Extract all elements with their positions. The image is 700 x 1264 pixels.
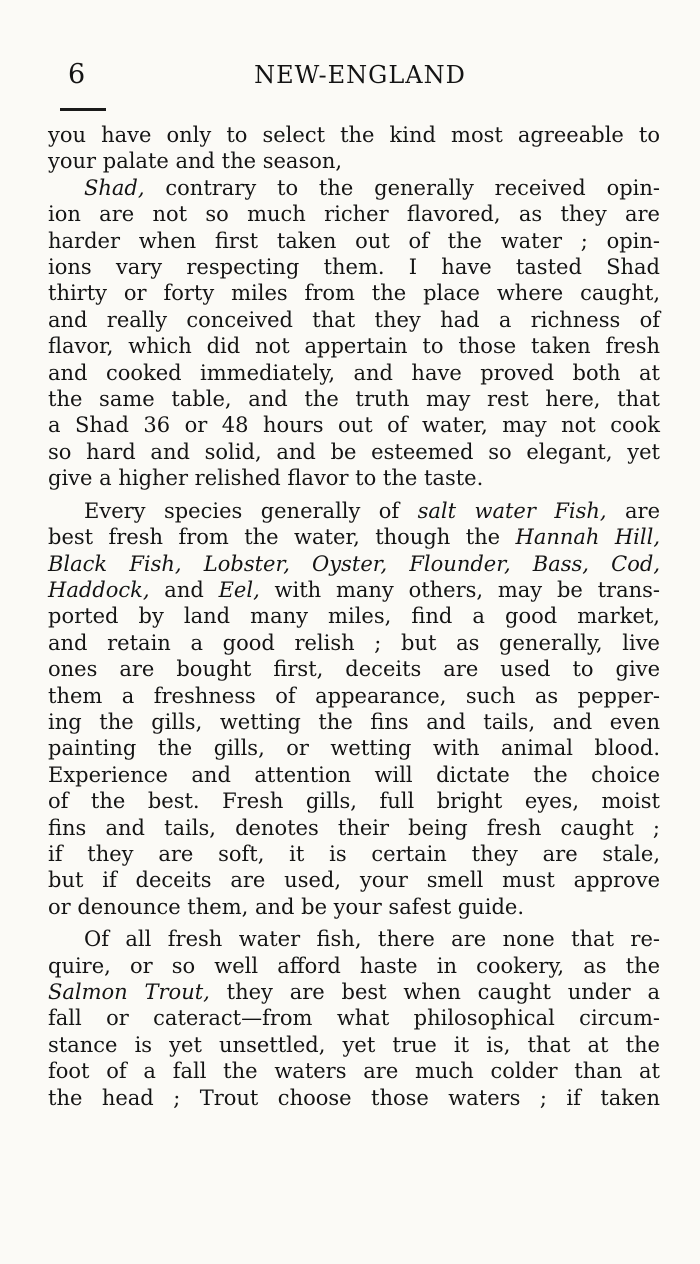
italic-term: Hannah Hill, [515,525,660,550]
text-line [48,439,660,465]
text-segment: flavor, which did not appertain to those taken fresh [48,334,660,359]
text-line [48,683,660,709]
text-segment: if they are soft, it is certain they are stale, [48,841,660,866]
text-segment: are [606,498,660,523]
text-line [48,656,660,682]
text-segment: with many others, may be trans- [259,577,660,602]
text-segment: thirty or forty miles from the place where caught, [48,281,660,306]
text-line [48,228,660,254]
text-segment: Of all fresh water fish, there are none that re- [84,927,660,952]
text-segment: a Shad 36 or 48 hours out of water, may not cook [48,413,660,438]
text-segment: so hard and solid, and be esteemed so elegant, yet [48,439,660,464]
page-number: 6 [68,59,86,90]
text-segment: contrary to the generally received opin- [144,175,660,200]
text-line [48,1058,660,1084]
text-segment: you have only to select the kind most agreeable to [48,123,660,147]
text-segment: ing the gills, wetting the fins and tails, and even [48,709,660,734]
text-segment: painting the gills, or wetting with animal blood. [48,736,660,761]
text-segment: of the best. Fresh gills, full bright eyes, moist [48,789,660,814]
italic-term: Eel, [218,577,260,602]
text-segment: Experience and attention will dictate the choice [48,762,660,787]
text-line [48,498,660,524]
italic-term: Haddock, [48,577,150,602]
text-segment: ions vary respecting them. I have tasted Shad [48,255,660,280]
page-header [60,55,660,95]
text-line [48,1032,660,1058]
text-segment: them a freshness of appearance, such as pepper- [48,683,660,708]
italic-term: salt water Fish, [417,498,607,523]
text-line [48,201,660,227]
text-line [48,894,660,920]
text-line [48,815,660,841]
body-text [48,122,660,1111]
text-line [48,524,660,550]
text-line [48,1085,660,1111]
text-line [48,630,660,656]
header-rule [60,108,106,111]
text-line [48,841,660,867]
text-line [48,551,660,577]
text-segment: and really conceived that they had a richness of [48,307,660,332]
text-line [48,953,660,979]
text-line [48,412,660,438]
text-line [48,979,660,1005]
text-line [48,762,660,788]
text-segment: the head ; Trout choose those waters ; if taken [48,1085,660,1110]
text-line [48,735,660,761]
text-segment: the same table, and the truth may rest here, that [48,387,660,412]
italic-term: Black Fish, Lobster, Oyster, Flounder, Bass, Cod, [48,551,660,576]
text-segment: ones are bought first, deceits are used to give [48,657,660,682]
text-segment: ported by land many miles, find a good market, [48,604,660,629]
text-segment: fall or cateract—from what philosophical circum- [48,1006,660,1031]
text-segment: fins and tails, denotes their being fresh caught ; [48,815,660,840]
text-segment: or denounce them, and be your safest guide. [48,894,525,919]
text-segment: quire, or so well afford haste in cookery, as the [48,953,660,978]
text-line [48,280,660,306]
text-segment: your palate and the season, [48,149,343,174]
text-line [48,333,660,359]
text-line [48,307,660,333]
text-line [48,360,660,386]
italic-term: Salmon Trout, [48,980,210,1004]
text-line [48,1005,660,1031]
running-head: NEW-ENGLAND [254,61,466,89]
text-line [48,254,660,280]
text-segment: they are best when caught under a [209,980,660,1004]
text-line [48,386,660,412]
text-segment: ion are not so much richer flavored, as they are [48,202,660,227]
text-line [48,465,660,491]
text-segment: foot of a fall the waters are much colder than at [48,1059,660,1084]
text-line [48,148,660,174]
text-segment: and [149,577,219,602]
text-line [48,709,660,735]
text-line [48,603,660,629]
italic-term: Shad, [84,175,145,200]
text-segment: stance is yet unsettled, yet true it is, that at the [48,1032,660,1057]
text-segment: best fresh from the water, though the [48,525,516,550]
text-line [48,122,660,148]
text-segment: give a higher relished flavor to the taste. [48,466,484,491]
text-line [48,788,660,814]
text-line [48,577,660,603]
text-line [48,926,660,952]
text-segment: harder when first taken out of the water ; opin- [48,228,660,253]
text-segment: but if deceits are used, your smell must approve [48,868,660,893]
text-segment: and cooked immediately, and have proved both at [48,360,660,385]
text-segment: Every species generally of [84,498,418,523]
text-line [48,175,660,201]
text-line [48,867,660,893]
text-segment: and retain a good relish ; but as generally, live [48,630,660,655]
